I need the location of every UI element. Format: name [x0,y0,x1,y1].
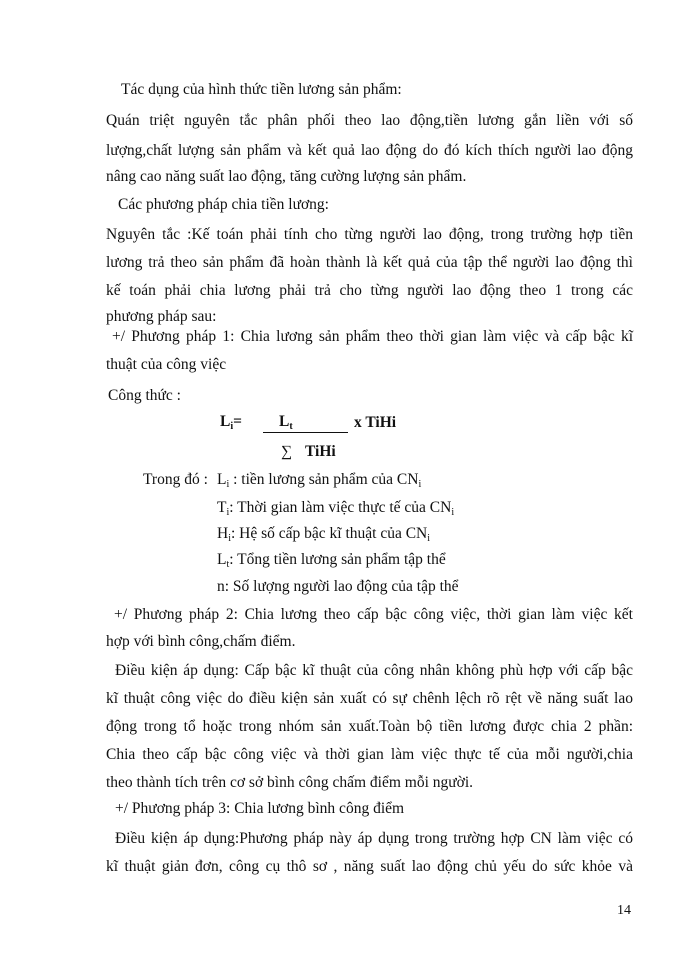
fraction-bar [263,432,348,433]
page-number: 14 [617,903,631,918]
condition3-line-2: kĩ thuật giản đơn, công cụ thô sơ , năng suất lao động chủ yếu do sức khỏe và [106,858,633,875]
definition-ti: $T_i$: Thời gian làm việc thực tế của $CN_i$ [217,499,455,518]
method2-line-1: +/ Phương pháp 2: Chia lương theo cấp bậc công việc, thời gian làm việc kết [114,606,633,623]
principle-line-1: Nguyên tắc :Kế toán phải tính cho từng người lao động, trong trường hợp tiền [106,226,633,243]
where-label: Trong đó : [143,471,208,488]
method1-line-2: thuật của công việc [106,356,227,373]
formula-numerator: $L_t$ [279,413,293,432]
formula-lhs: $L_i=$ [220,413,242,432]
definition-hi: $H_i$: Hệ số cấp bậc kĩ thuật của $CN_i$ [217,525,431,544]
heading-effect: Tác dụng của hình thức tiền lương sản phẩm: [121,81,402,98]
effect-line-1: Quán triệt nguyên tắc phân phối theo lao động,tiền lương gắn liền với số [106,112,633,129]
condition2-line-1: Điều kiện áp dụng: Cấp bậc kĩ thuật của công nhân không phù hợp với cấp bậc [115,662,633,679]
formula-sum-symbol: ∑ [281,443,293,460]
definition-n: n: Số lượng người lao động của tập thể [217,578,459,595]
heading-methods: Các phương pháp chia tiền lương: [118,196,329,213]
definition-lt: $L_t$: Tổng tiền lương sản phẩm tập thể [217,551,446,570]
definition-li: $L_i$ : tiền lương sản phẩm của $CN_i$ [217,471,422,490]
effect-line-2: lượng,chất lượng sản phẩm và kết quả lao động do đó kích thích người lao động [106,142,633,159]
formula-multiplier: x TiHi [354,414,397,431]
principle-line-2: lương trả theo sản phẩm đã hoàn thành là kết quả của tập thể người lao động thì [106,254,633,271]
condition2-line-2: kĩ thuật công việc do điều kiện sản xuất có sự chênh lệch rõ rệt về năng suất lao [106,690,633,707]
method1-line-1: +/ Phương pháp 1: Chia lương sản phẩm theo thời gian làm việc và cấp bậc kĩ [112,328,633,345]
principle-line-4: phương pháp sau: [106,308,217,325]
method2-line-2: hợp với bình công,chấm điểm. [106,633,296,650]
formula-denominator: TiHi [305,443,336,460]
condition2-line-3: động trong tổ hoặc trong nhóm sản xuất.Toàn bộ tiền lương được chia 2 phần: [106,718,633,735]
condition3-line-1: Điều kiện áp dụng:Phương pháp này áp dụng trong trường hợp CN làm việc có [115,830,633,847]
effect-line-3: nâng cao năng suất lao động, tăng cường lượng sản phẩm. [106,168,467,185]
condition2-line-4: Chia theo cấp bậc công việc và thời gian làm việc thực tế của mỗi người,chia [106,746,633,763]
formula-label: Công thức : [108,387,181,404]
method3-line: +/ Phương pháp 3: Chia lương bình công điểm [115,800,405,817]
principle-line-3: kế toán phải chia lương phải trả cho từng người lao động theo 1 trong các [106,282,633,299]
condition2-line-5: theo thành tích trên cơ sở bình công chấm điểm mỗi người. [106,774,474,791]
